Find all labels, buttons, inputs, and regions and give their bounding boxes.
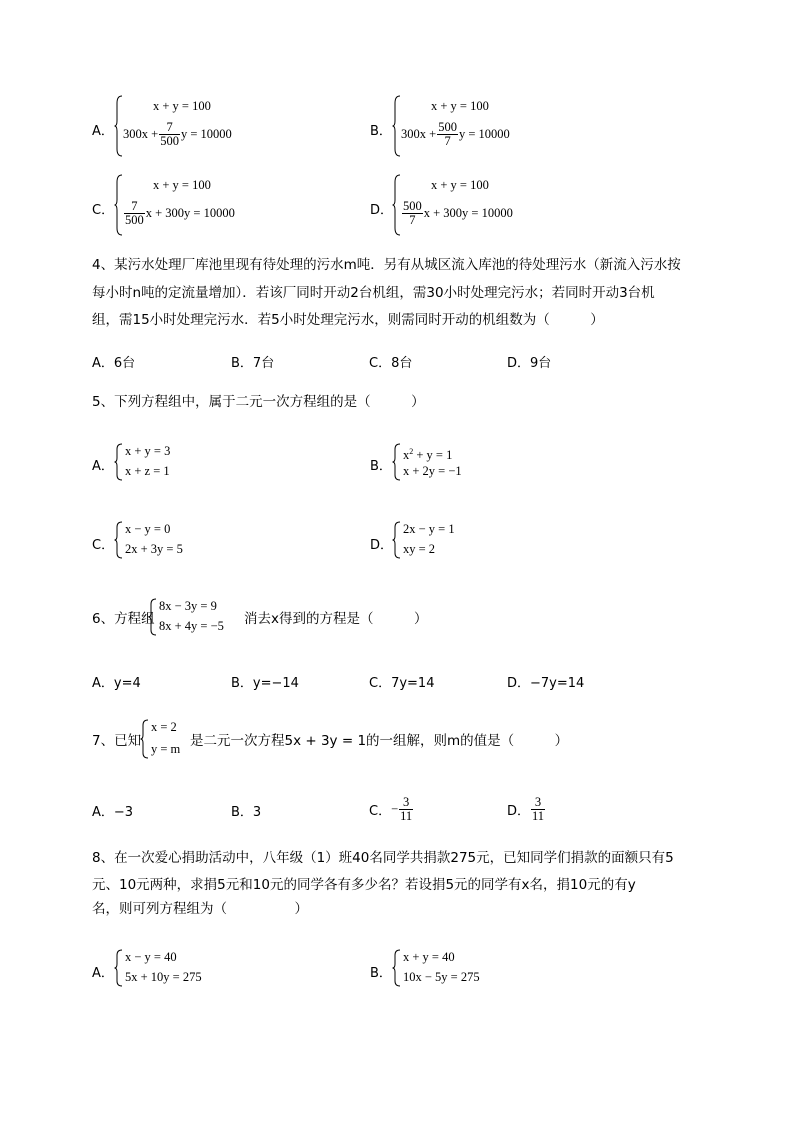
eq-line-1: x + y = 100 bbox=[153, 99, 211, 113]
q8-option-a-label: A． bbox=[92, 966, 114, 981]
q4-stem-line-3: 组，需15小时处理完污水．若5小时处理完污水，则需同时开动的机组数为（ ） bbox=[92, 312, 604, 328]
q4-option-c: C．8台 bbox=[369, 356, 413, 371]
q6-option-c: C．7y=14 bbox=[369, 676, 435, 691]
q7-option-a: A．−3 bbox=[92, 805, 134, 820]
q4-option-b: B．7台 bbox=[231, 356, 275, 371]
q6-suffix: 消去x得到的方程是（ ） bbox=[244, 611, 428, 627]
q7-suffix: 是二元一次方程5x + 3y = 1的一组解，则m的值是（ ） bbox=[190, 733, 569, 749]
eq-line-1: x + y = 40 bbox=[403, 950, 455, 964]
eq-line-1: 2x − y = 1 bbox=[403, 522, 455, 536]
brace-icon bbox=[392, 95, 401, 157]
brace-icon bbox=[392, 443, 401, 481]
eq-line-1: x − y = 0 bbox=[125, 522, 171, 536]
q8-stem-line-1: 8、在一次爱心捐助活动中，八年级（1）班40名同学共捐款275元，已知同学们捐款的面额只有5 bbox=[92, 850, 674, 866]
q4-option-d: D．9台 bbox=[507, 356, 552, 371]
brace-icon bbox=[392, 521, 401, 559]
brace-icon bbox=[114, 521, 123, 559]
eq-line-2: 2x + 3y = 5 bbox=[125, 542, 183, 556]
q7-option-b: B．3 bbox=[231, 805, 262, 820]
eq-line-2: 10x − 5y = 275 bbox=[403, 970, 480, 984]
q3-option-d-label: D． bbox=[370, 203, 394, 218]
q7-option-d: D． $\frac{3}{11}$ bbox=[507, 794, 545, 823]
eq-part: y = 10000 bbox=[180, 126, 232, 141]
eq-line-2: y = m bbox=[151, 742, 181, 756]
brace-icon bbox=[392, 174, 401, 236]
q3-option-c-label: C． bbox=[92, 203, 115, 218]
q8-stem-line-3: 名，则可列方程组为（ ） bbox=[92, 901, 308, 917]
q3-option-b-label: B． bbox=[370, 124, 392, 139]
q4-option-a: A．6台 bbox=[92, 356, 136, 371]
fraction: $\frac{7}{500}$ bbox=[125, 198, 144, 227]
eq-line-1: 8x − 3y = 9 bbox=[159, 599, 217, 613]
brace-icon bbox=[392, 949, 401, 987]
q7-option-c: C． − $\frac{3}{11}$ bbox=[369, 794, 413, 823]
q5-option-b-label: B． bbox=[370, 459, 392, 474]
eq-line-1: $x^2 + y = 1$ bbox=[403, 447, 453, 462]
eq-part: x + 300y = 10000 bbox=[423, 205, 513, 220]
q3-option-a-label: A． bbox=[92, 124, 114, 139]
eq-line-1: x + y = 3 bbox=[125, 444, 171, 458]
eq-line-1: x + y = 100 bbox=[153, 178, 211, 192]
q5-stem: 5、下列方程组中，属于二元一次方程组的是（ ） bbox=[92, 394, 425, 410]
fraction: $\frac{500}{7}$ bbox=[403, 198, 422, 227]
q6-option-b: B．y=−14 bbox=[231, 676, 299, 691]
eq-line-2: 8x + 4y = −5 bbox=[159, 619, 224, 633]
q5-option-c-label: C． bbox=[92, 538, 115, 553]
q8-option-b-label: B． bbox=[370, 966, 392, 981]
eq-part: 300x + bbox=[401, 126, 437, 141]
q6-prefix: 6、方程组 bbox=[92, 611, 155, 627]
brace-icon bbox=[140, 719, 149, 759]
eq-part: 300x + bbox=[123, 126, 159, 141]
brace-icon bbox=[148, 598, 157, 636]
eq-line-1: x + y = 100 bbox=[431, 99, 489, 113]
eq-line-2: 5x + 10y = 275 bbox=[125, 970, 202, 984]
fraction: $\frac{500}{7}$ bbox=[438, 119, 457, 148]
brace-icon bbox=[114, 949, 123, 987]
brace-icon bbox=[114, 443, 123, 481]
fraction: $\frac{3}{11}$ bbox=[532, 794, 545, 823]
q4-stem-line-1: 4、某污水处理厂库池里现有待处理的污水m吨．另有从城区流入库池的待处理污水（新流入污水按 bbox=[92, 257, 681, 273]
eq-line-2: x + 2y = −1 bbox=[403, 464, 462, 478]
eq-line-1: x − y = 40 bbox=[125, 950, 177, 964]
brace-icon bbox=[114, 95, 123, 157]
q4-stem-line-2: 每小时n吨的定流量增加）．若该厂同时开动2台机组，需30小时处理完污水；若同时开动3台机 bbox=[92, 285, 655, 301]
q5-option-d-label: D． bbox=[370, 538, 394, 553]
q6-option-a: A．y=4 bbox=[92, 676, 141, 691]
eq-part: y = 10000 bbox=[458, 126, 510, 141]
eq-part: x + 300y = 10000 bbox=[145, 205, 235, 220]
eq-line-1: x + y = 100 bbox=[431, 178, 489, 192]
eq-line-2: xy = 2 bbox=[403, 542, 436, 556]
q6-option-d: D．−7y=14 bbox=[507, 676, 585, 691]
q5-option-a-label: A． bbox=[92, 459, 114, 474]
q8-stem-line-2: 元、10元两种，求捐5元和10元的同学各有多少名？若设捐5元的同学有x名，捐10元的有y bbox=[92, 877, 636, 893]
fraction: $\frac{3}{11}$ bbox=[400, 794, 413, 823]
eq-line-1: x = 2 bbox=[151, 720, 177, 734]
brace-icon bbox=[114, 174, 123, 236]
q7-prefix: 7、已知 bbox=[92, 733, 142, 749]
fraction: $\frac{7}{500}$ bbox=[160, 119, 179, 148]
eq-line-2: x + z = 1 bbox=[125, 464, 170, 478]
